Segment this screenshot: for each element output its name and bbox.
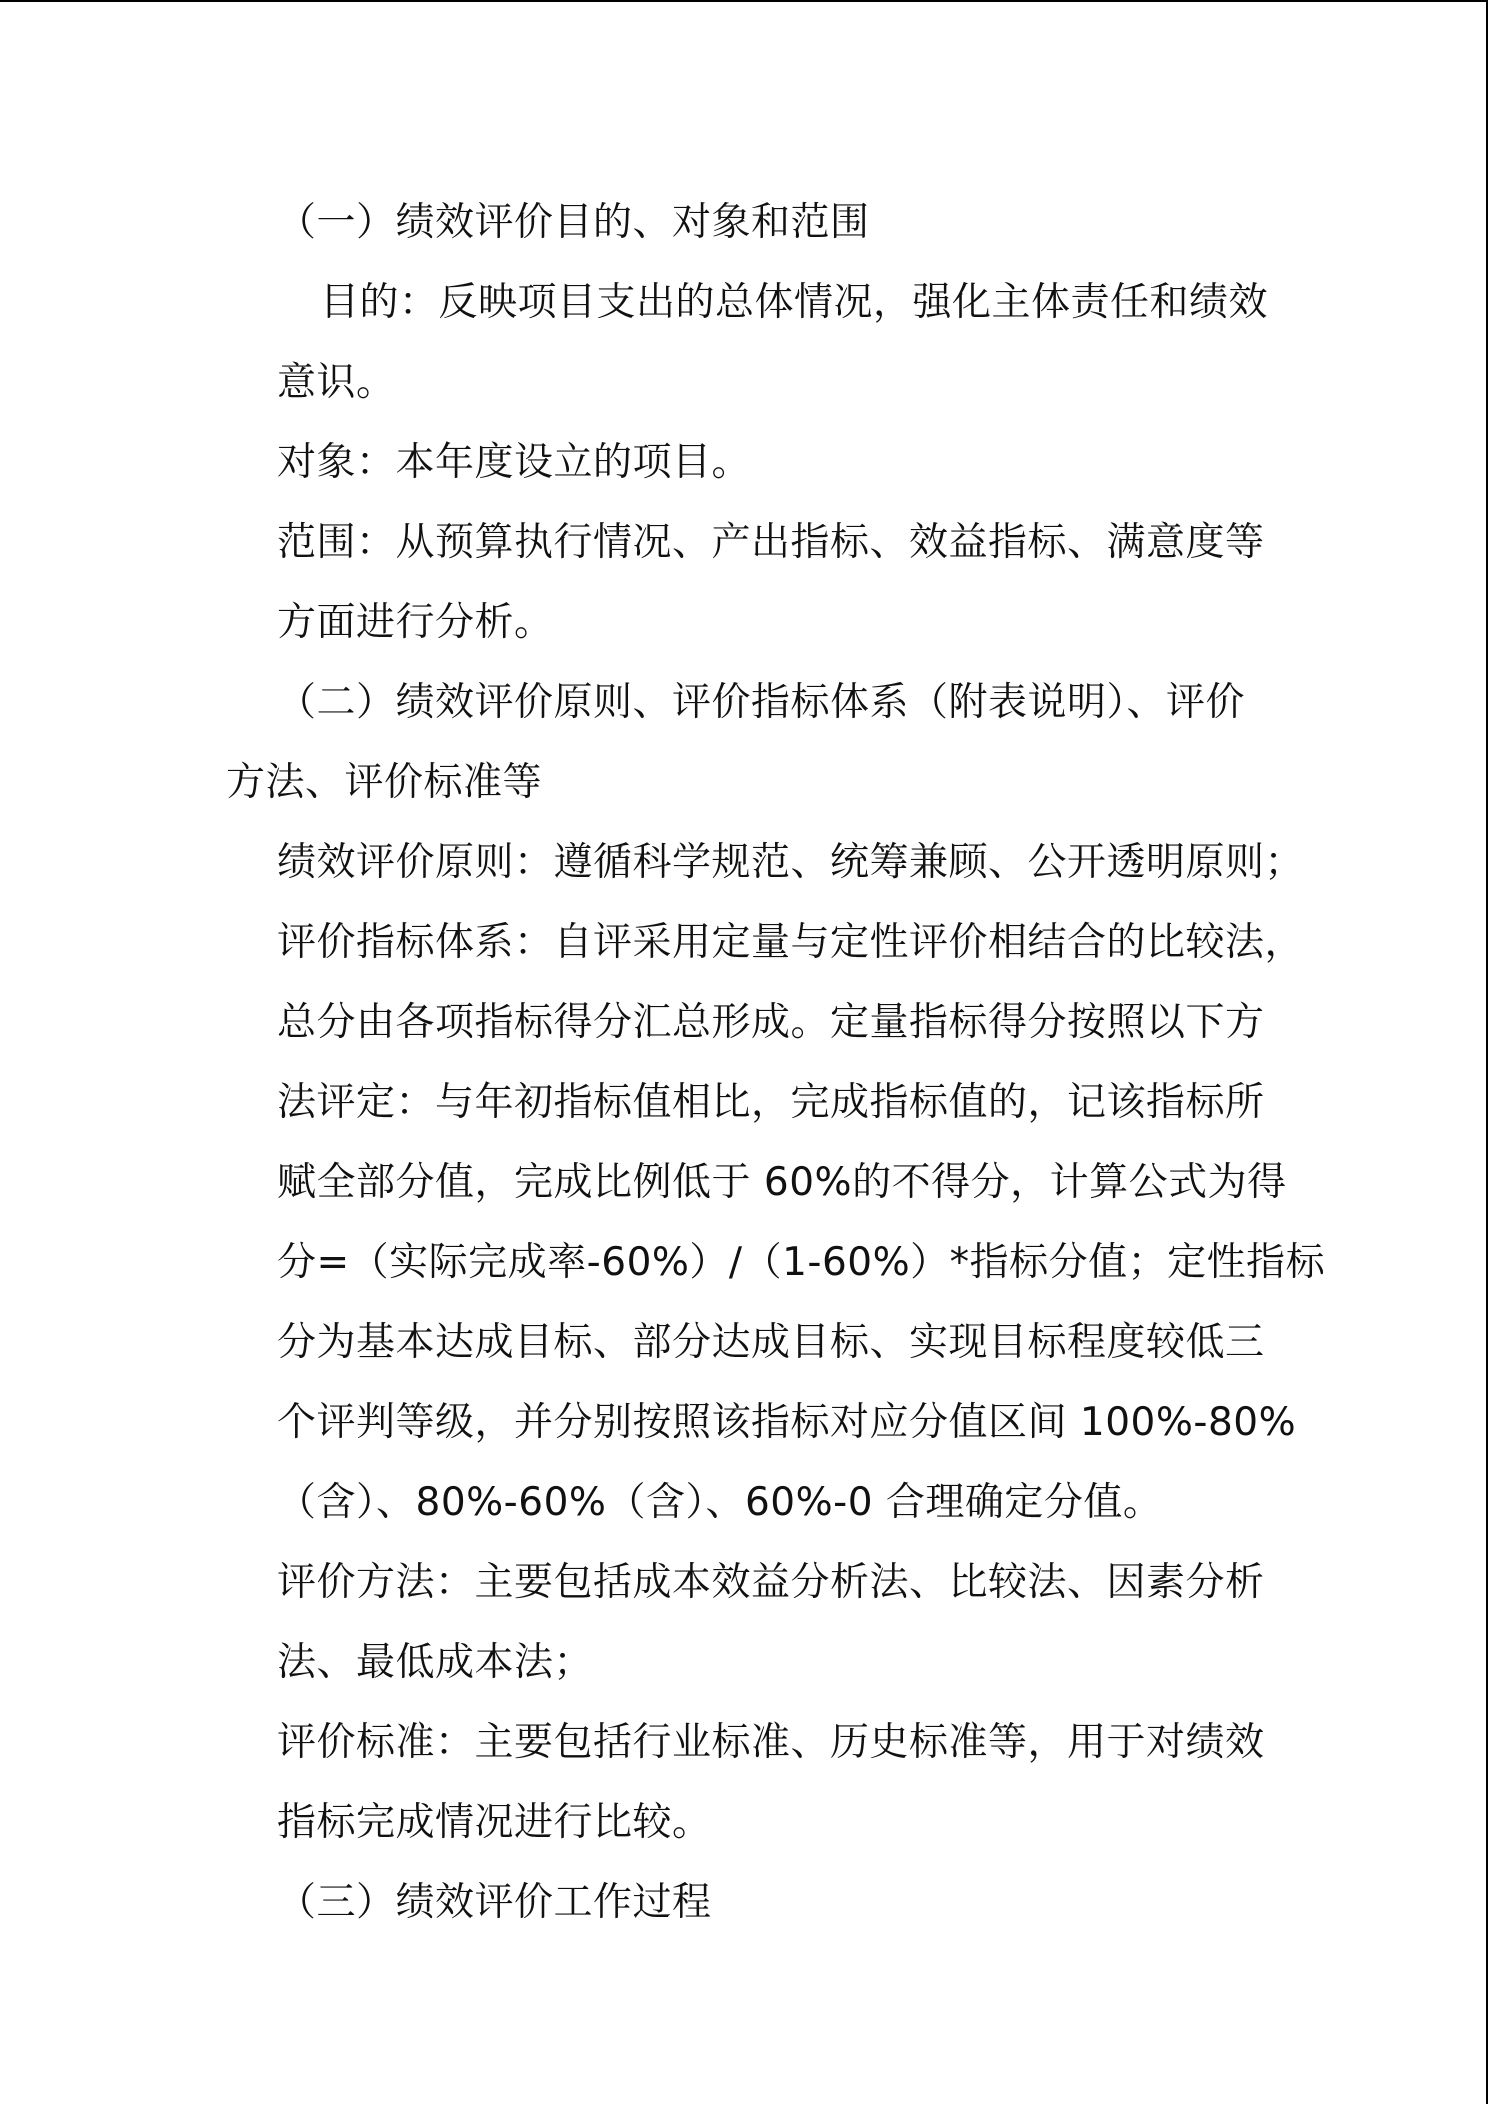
paragraph-purpose-line-2: 意识。 (277, 360, 396, 405)
paragraph-purpose-line-1: 目的：反映项目支出的总体情况，强化主体责任和绩效 (320, 280, 1269, 325)
paragraph-indicator-line-8: （含）、80%-60%（含）、60%-0 合理确定分值。 (277, 1480, 1163, 1525)
paragraph-principle: 绩效评价原则：遵循科学规范、统筹兼顾、公开透明原则； (277, 840, 1305, 885)
paragraph-indicator-line-2: 总分由各项指标得分汇总形成。定量指标得分按照以下方 (277, 1000, 1265, 1045)
paragraph-indicator-line-4: 赋全部分值，完成比例低于 60%的不得分，计算公式为得 (277, 1160, 1287, 1205)
paragraph-object: 对象：本年度设立的项目。 (277, 440, 752, 485)
paragraph-indicator-line-6: 分为基本达成目标、部分达成目标、实现目标程度较低三 (277, 1320, 1265, 1365)
section-heading-2-line-2: 方法、评价标准等 (226, 760, 543, 805)
paragraph-indicator-line-7: 个评判等级，并分别按照该指标对应分值区间 100%-80% (277, 1400, 1297, 1445)
paragraph-method-line-2: 法、最低成本法； (277, 1640, 594, 1685)
paragraph-standard-line-1: 评价标准：主要包括行业标准、历史标准等，用于对绩效 (277, 1720, 1265, 1765)
paragraph-scope-line-2: 方面进行分析。 (277, 600, 554, 645)
section-heading-2-line-1: （二）绩效评价原则、评价指标体系（附表说明）、评价 (277, 680, 1246, 725)
paragraph-method-line-1: 评价方法：主要包括成本效益分析法、比较法、因素分析 (277, 1560, 1265, 1605)
paragraph-indicator-line-3: 法评定：与年初指标值相比，完成指标值的，记该指标所 (277, 1080, 1265, 1125)
paragraph-standard-line-2: 指标完成情况进行比较。 (277, 1800, 712, 1845)
paragraph-scope-line-1: 范围：从预算执行情况、产出指标、效益指标、满意度等 (277, 520, 1265, 565)
paragraph-indicator-line-5: 分=（实际完成率-60%）/（1-60%）*指标分值；定性指标 (277, 1240, 1326, 1285)
section-heading-3: （三）绩效评价工作过程 (277, 1880, 712, 1925)
paragraph-indicator-line-1: 评价指标体系：自评采用定量与定性评价相结合的比较法， (277, 920, 1305, 965)
section-heading-1: （一）绩效评价目的、对象和范围 (277, 200, 870, 245)
